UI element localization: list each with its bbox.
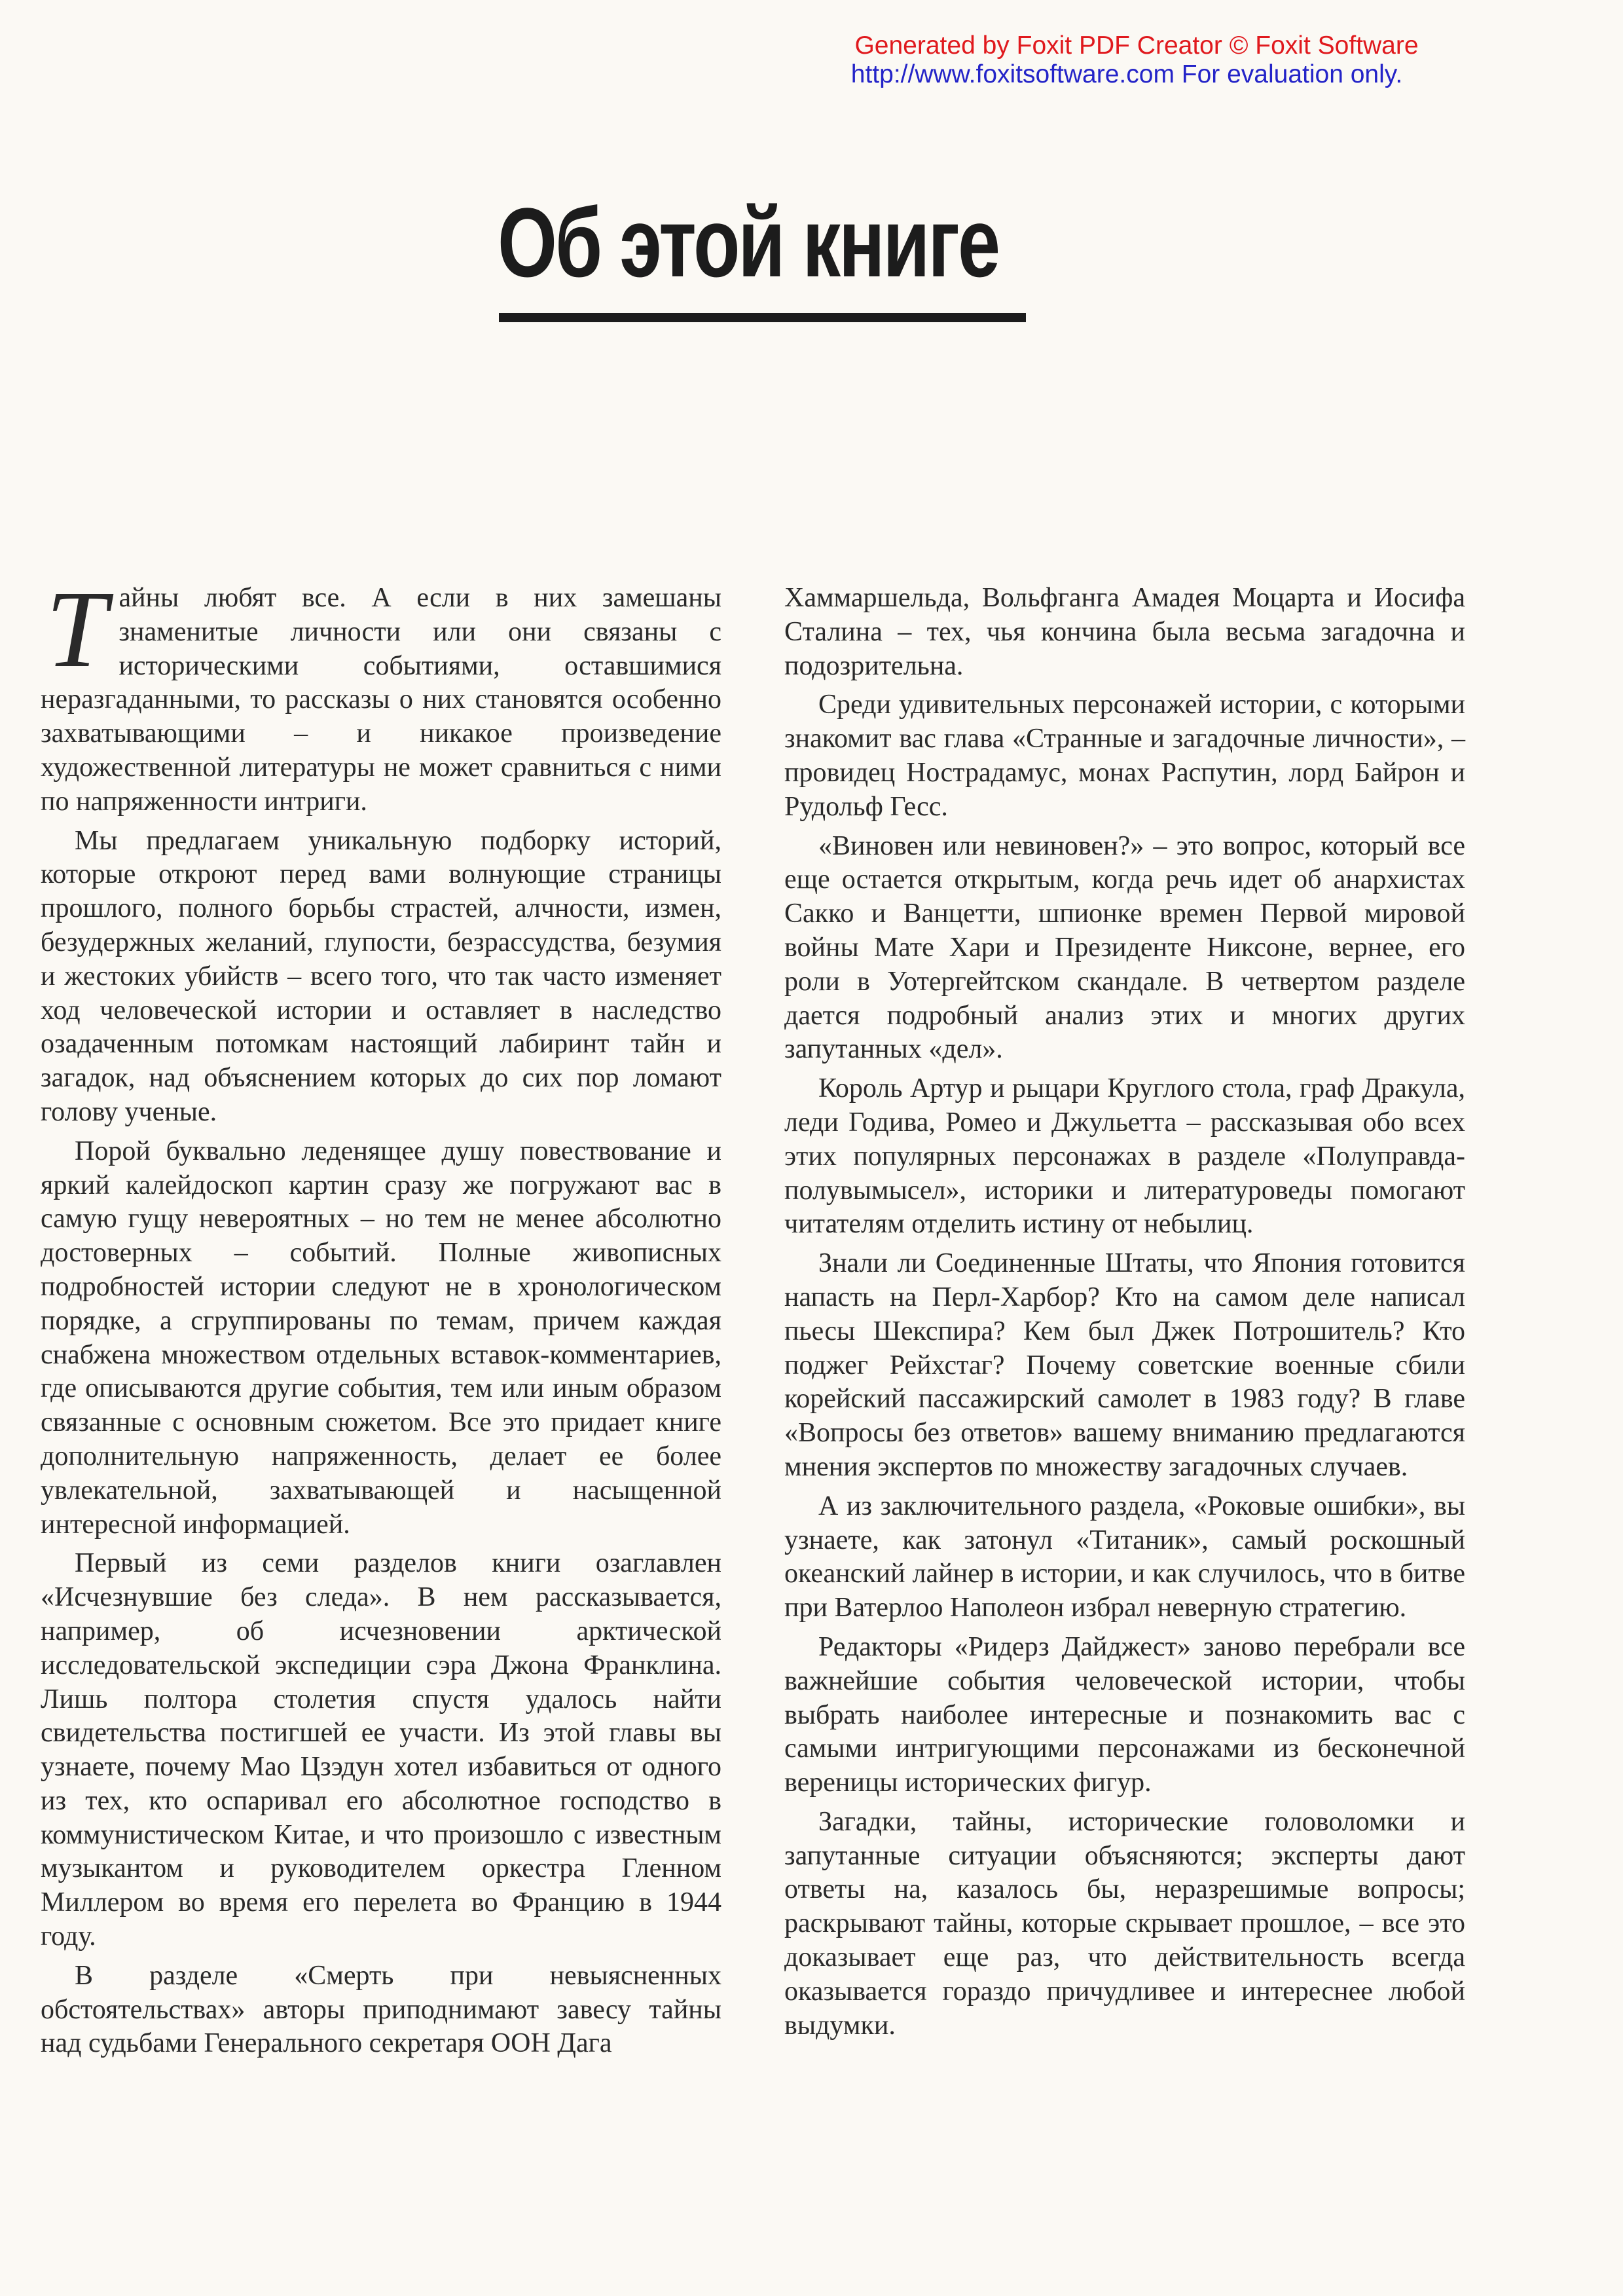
paragraph: Среди удивительных персонажей истории, с которыми знакомит вас глава «Странные и загадочные личности», – провидец Нострадамус, монах Распутин, лорд Байрон и Рудольф Гесс. [784, 690, 1465, 822]
paragraph: В разделе «Смерть при невыясненных обстоятельствах» авторы приподнимают завесу тайны над судьбами Генерального секретаря ООН Дага [41, 1960, 721, 2059]
paragraph: Загадки, тайны, исторические головоломки и запутанные ситуации объясняются; эксперты дают ответы на, казалось бы, неразрешимые вопросы; раскрывают тайны, которые скрывает прошлое, – все это доказывает еще раз, что действительность всегда оказывается гораздо причудливее и интереснее любой выдумки. [784, 1806, 1465, 2041]
title-block [498, 187, 1025, 297]
paragraph: Порой буквально леденящее душу повествование и яркий калейдоскоп картин сразу же погружают вас в самую гущу невероятных – но тем не менее абсолютно достоверных – событий. Полные живописных подробностей истории следуют не в хронологическом порядке, а сгруппированы по темам, причем каждая снабжена множеством отдельных вставок-комментариев, где описываются другие события, тем или иным образом связанные с основным сюжетом. Все это придает книге дополнительную напряженность, делает ее более увлекательной, захватывающей и насыщенной интересной информацией. [41, 1136, 721, 1540]
page-title: Об этой книге [498, 187, 998, 297]
paragraph: Король Артур и рыцари Круглого стола, граф Дракула, леди Годива, Ромео и Джульетта – рассказывая обо всех этих популярных персонажах в разделе «Полуправда-полувымысел», историки и литературоведы помогают читателям отделить истину от небылиц. [784, 1073, 1465, 1240]
left-column [41, 568, 721, 2066]
intro-paragraph [41, 568, 721, 819]
drop-cap: Т [46, 568, 107, 690]
paragraph: Первый из семи разделов книги озаглавлен «Исчезнувшие без следа». В нем рассказывается, например, об исчезновении арктической исследовательской экспедиции сэра Джона Франклина. Лишь полтора столетия спустя удалось найти свидетельства постигшей ее участи. Из этой главы вы узнаете, почему Мао Цзэдун хотел избавиться от одного из тех, кто оспаривал его абсолютное господство в коммунистическом Китае, и что произошло с известным музыкантом и руководителем оркестра Гленном Миллером во время его перелета во Францию в 1944 году. [41, 1548, 721, 1952]
intro-text: айны любят все. А если в них замешаны знаменитые личности или они связаны с историческими событиями, оставшимися неразгаданными, то рассказы о них становятся особенно захватывающими – и никакое произведение художественной литературы не может сравниться с ними по напряженности интриги. [41, 583, 721, 817]
watermark-line-generator: Generated by Foxit PDF Creator © Foxit Software [854, 31, 1419, 60]
paragraph: А из заключительного раздела, «Роковые ошибки», вы узнаете, как затонул «Титаник», самый роскошный океанский лайнер в истории, и как случилось, что в битве при Ватерлоо Наполеон избрал неверную стратегию. [784, 1491, 1465, 1623]
paragraph: Мы предлагаем уникальную подборку историй, которые откроют перед вами волнующие страницы прошлого, полного борьбы страстей, алчности, измен, безудержных желаний, глупости, безрассудства, безумия и жестоких убийств – всего того, что так часто изменяет ход человеческой истории и оставляет в наследство озадаченным потомкам настоящий лабиринт тайн и загадок, над объяснением которых до сих пор ломают голову ученые. [41, 825, 721, 1127]
paragraph-continuation: Хаммаршельда, Вольфганга Амадея Моцарта и Иосифа Сталина – тех, чья кончина была весьма загадочна и подозрительна. [784, 583, 1465, 681]
evaluation-watermark [809, 31, 1464, 89]
watermark-line-url: http://www.foxitsoftware.com For evaluation only. [850, 60, 1403, 88]
title-underline [499, 313, 1026, 322]
right-column [784, 582, 1465, 2048]
paragraph: Редакторы «Ридерз Дайджест» заново перебрали все важнейшие события человеческой истории, чтобы выбрать наиболее интересные и познакомить вас с самыми интригующими персонажами из бесконечной вереницы исторических фигур. [784, 1631, 1465, 1798]
paragraph: «Виновен или невиновен?» – это вопрос, который все еще остается открытым, когда речь идет об анархистах Сакко и Ванцетти, шпионке времен Первой мировой войны Мате Хари и Президенте Никсоне, вернее, его роли в Уотергейтском скандале. В четвертом разделе дается подробный анализ этих и многих других запутанных «дел». [784, 830, 1465, 1065]
paragraph: Знали ли Соединенные Штаты, что Япония готовится напасть на Перл-Харбор? Кто на самом деле написал пьесы Шекспира? Кем был Джек Потрошитель? Кто поджег Рейхстаг? Почему советские военные сбили корейский пассажирский самолет в 1983 году? В главе «Вопросы без ответов» вашему вниманию предлагаются мнения экспертов по множеству загадочных случаев. [784, 1248, 1465, 1482]
